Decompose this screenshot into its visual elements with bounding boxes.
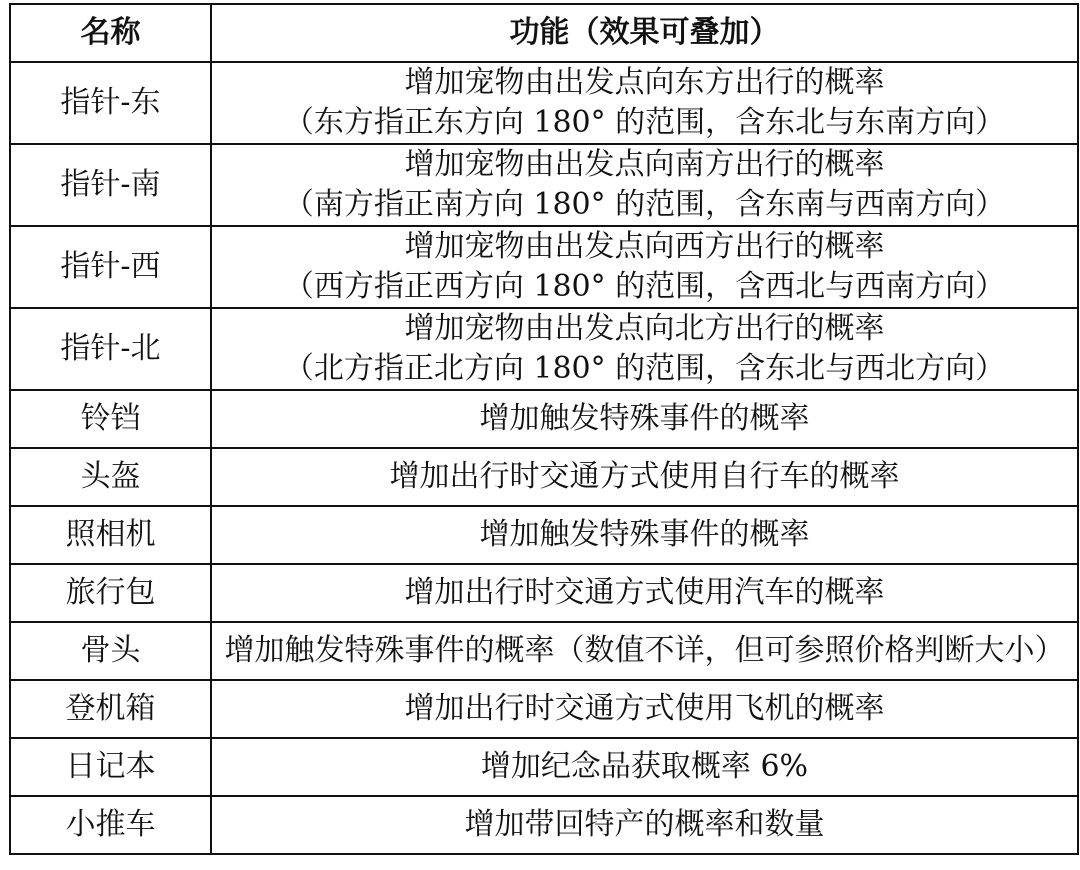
item-function: 增加纪念品获取概率 6%	[211, 738, 1078, 796]
table-row	[10, 448, 1078, 506]
function-line: 增加宠物由出发点向东方出行的概率	[404, 65, 885, 100]
items-table	[9, 3, 1079, 855]
function-line: 增加宠物由出发点向南方出行的概率	[404, 147, 885, 182]
item-name: 骨头	[10, 622, 211, 680]
header-name: 名称	[10, 4, 211, 62]
item-function	[211, 308, 1078, 390]
item-function: 增加出行时交通方式使用自行车的概率	[211, 448, 1078, 506]
item-function: 增加出行时交通方式使用飞机的概率	[211, 680, 1078, 738]
table-row	[10, 226, 1078, 308]
item-function	[211, 226, 1078, 308]
item-function: 增加触发特殊事件的概率	[211, 506, 1078, 564]
header-function: 功能（效果可叠加）	[211, 4, 1078, 62]
item-name: 指针-东	[10, 62, 211, 144]
function-note: （北方指正北方向 180° 的范围，含东北与西北方向）	[283, 351, 1006, 386]
function-line: 增加宠物由出发点向北方出行的概率	[404, 311, 885, 346]
item-name: 指针-北	[10, 308, 211, 390]
item-function: 增加触发特殊事件的概率（数值不详，但可参照价格判断大小）	[211, 622, 1078, 680]
table-row	[10, 62, 1078, 144]
item-name: 头盔	[10, 448, 211, 506]
item-name: 铃铛	[10, 390, 211, 448]
function-note: （西方指正西方向 180° 的范围，含西北与西南方向）	[283, 269, 1006, 304]
table-row	[10, 738, 1078, 796]
item-name: 小推车	[10, 796, 211, 854]
item-function: 增加出行时交通方式使用汽车的概率	[211, 564, 1078, 622]
item-name: 照相机	[10, 506, 211, 564]
item-function: 增加带回特产的概率和数量	[211, 796, 1078, 854]
table-row	[10, 506, 1078, 564]
table-row	[10, 796, 1078, 854]
item-function: 增加触发特殊事件的概率	[211, 390, 1078, 448]
table-row	[10, 390, 1078, 448]
table-row	[10, 144, 1078, 226]
table-row	[10, 308, 1078, 390]
table-row	[10, 622, 1078, 680]
table-row	[10, 680, 1078, 738]
item-name: 指针-西	[10, 226, 211, 308]
item-name: 登机箱	[10, 680, 211, 738]
table-row	[10, 564, 1078, 622]
item-name: 日记本	[10, 738, 211, 796]
item-function	[211, 62, 1078, 144]
function-line: 增加宠物由出发点向西方出行的概率	[404, 229, 885, 264]
function-note: （南方指正南方向 180° 的范围，含东南与西南方向）	[283, 187, 1006, 222]
item-name: 旅行包	[10, 564, 211, 622]
item-name: 指针-南	[10, 144, 211, 226]
item-function	[211, 144, 1078, 226]
function-note: （东方指正东方向 180° 的范围，含东北与东南方向）	[283, 105, 1006, 140]
table-header-row	[10, 4, 1078, 62]
